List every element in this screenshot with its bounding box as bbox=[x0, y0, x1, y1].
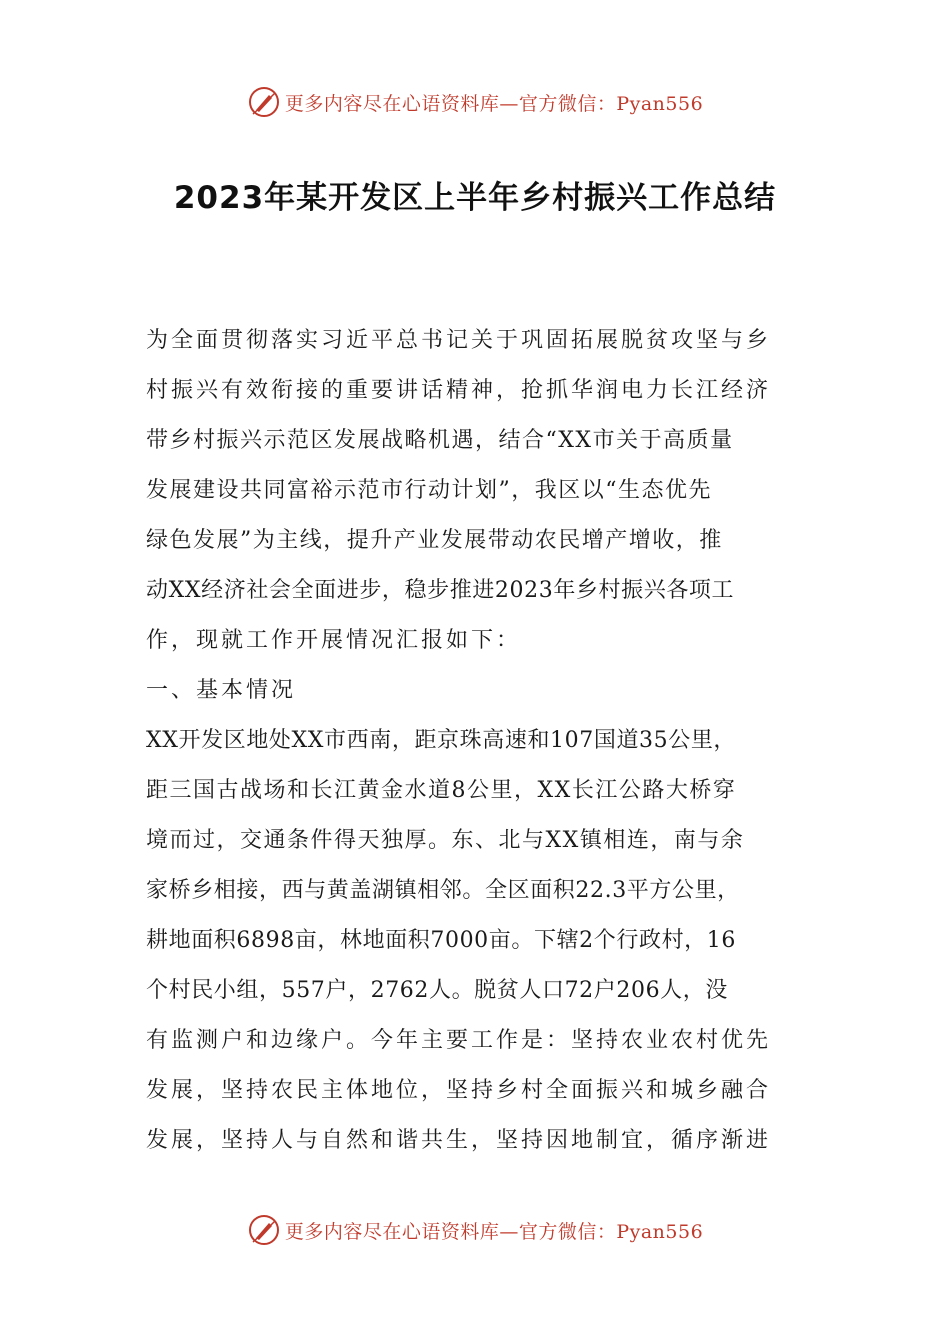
body-line: 村振兴有效衔接的重要讲话精神，抢抓华润电力长江经济 bbox=[146, 378, 772, 403]
body-line: 发展，坚持人与自然和谐共生，坚持因地制宜，循序渐进 bbox=[146, 1128, 772, 1153]
body-line: 发展，坚持农民主体地位，坚持乡村全面振兴和城乡融合 bbox=[146, 1078, 772, 1103]
body-line: 家桥乡相接，西与黄盖湖镇相邻。全区面积22.3平方公里， bbox=[146, 878, 740, 903]
body-line: 有监测户和边缘户。今年主要工作是：坚持农业农村优先 bbox=[146, 1028, 772, 1053]
body-line: XX开发区地处XX市西南，距京珠高速和107国道35公里， bbox=[146, 728, 737, 753]
body-line: 为全面贯彻落实习近平总书记关于巩固拓展脱贫攻坚与乡 bbox=[146, 328, 772, 353]
pen-logo-icon bbox=[247, 1213, 281, 1247]
section-heading: 一、基本情况 bbox=[146, 678, 297, 703]
body-line: 距三国古战场和长江黄金水道8公里，XX长江公路大桥穿 bbox=[146, 778, 737, 803]
body-line: 境而过，交通条件得天独厚。东、北与XX镇相连，南与余 bbox=[146, 828, 745, 853]
body-line: 绿色发展”为主线，提升产业发展带动农民增产增收，推 bbox=[146, 528, 723, 553]
header-watermark-banner bbox=[0, 82, 950, 122]
body-line: 耕地面积6898亩，林地面积7000亩。下辖2个行政村，16 bbox=[146, 928, 736, 953]
body-line: 个村民小组，557户，2762人。脱贫人口72户206人，没 bbox=[146, 978, 728, 1003]
footer-watermark-banner bbox=[0, 1210, 950, 1250]
document-title: 2023年某开发区上半年乡村振兴工作总结 bbox=[173, 180, 777, 216]
document-body bbox=[146, 316, 806, 1166]
pen-logo-icon bbox=[247, 85, 281, 119]
watermark-text: 更多内容尽在心语资料库—官方微信：Pyan556 bbox=[284, 1220, 704, 1243]
body-line: 动XX经济社会全面进步，稳步推进2023年乡村振兴各项工 bbox=[146, 578, 735, 603]
body-line: 作，现就工作开展情况汇报如下： bbox=[146, 628, 522, 653]
body-line: 发展建设共同富裕示范市行动计划”，我区以“生态优先 bbox=[146, 478, 712, 503]
body-line: 带乡村振兴示范区发展战略机遇，结合“XX市关于高质量 bbox=[146, 428, 734, 453]
watermark-text: 更多内容尽在心语资料库—官方微信：Pyan556 bbox=[284, 92, 704, 115]
